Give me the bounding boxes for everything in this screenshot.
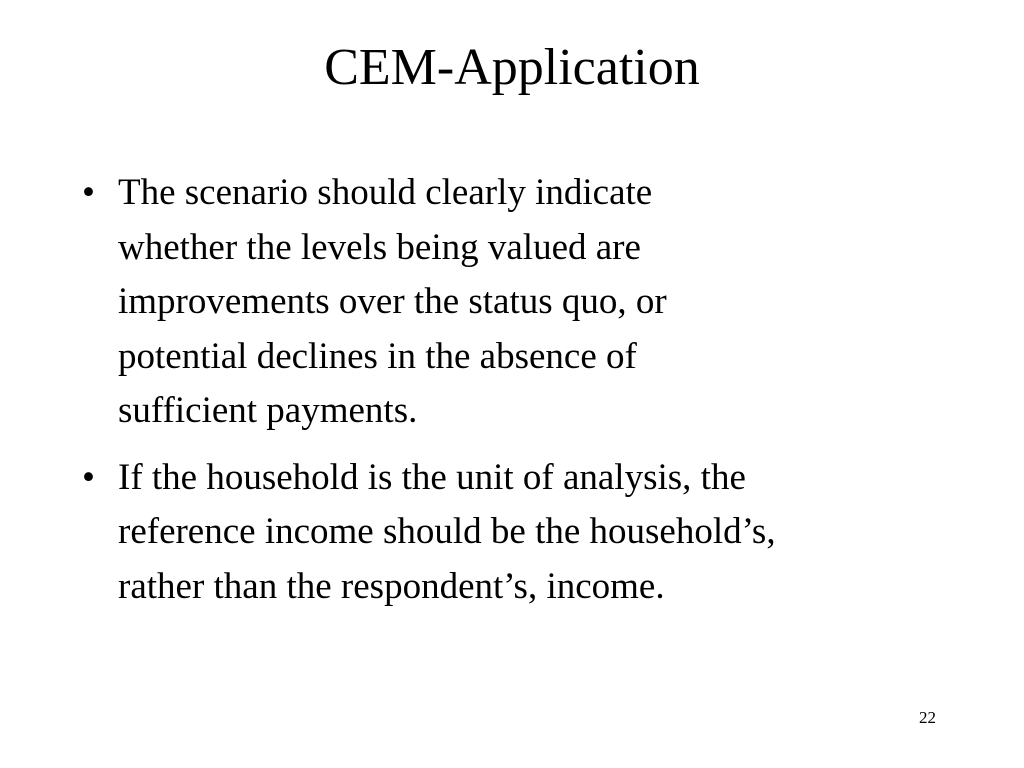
bullet-line: If the household is the unit of analysis, the [118,456,746,498]
page-number: 22 [919,708,936,727]
bullet-item [82,451,962,615]
bullet-line: whether the levels being valued are [118,226,641,268]
bullet-line: potential declines in the absence of [118,335,637,377]
bullet-icon: • [82,456,95,498]
bullet-list [82,166,962,614]
bullet-line: reference income should be the household’s, [118,511,776,552]
bullet-line: The scenario should clearly indicate [118,172,653,213]
bullet-item [82,166,962,439]
slide-title: CEM-Application [324,39,700,96]
bullet-text [118,166,962,439]
bullet-icon: • [82,172,95,213]
bullet-line: sufficient payments. [118,390,418,431]
bullet-line: improvements over the status quo, or [118,281,667,322]
bullet-line: rather than the respondent’s, income. [118,565,665,607]
bullet-text [118,451,962,615]
